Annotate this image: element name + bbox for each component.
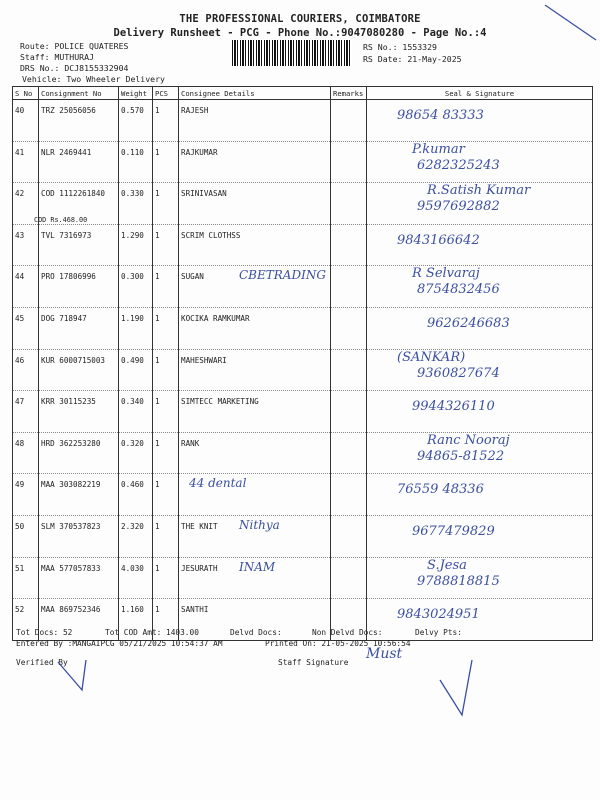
verified-by: Verified By	[16, 658, 68, 667]
cell-sno-text: 43	[15, 230, 25, 240]
handwritten-signature: Ranc Nooraj	[427, 432, 510, 448]
cell-pcs-text: 1	[155, 355, 160, 365]
cell-weight-text: 1.160	[121, 605, 144, 615]
cell-sno-text: 44	[15, 272, 25, 282]
handwritten-signature: 98654 83333	[397, 108, 484, 123]
cell-weight-text: 1.290	[121, 230, 144, 240]
route: Route: POLICE QUATERES	[20, 41, 129, 51]
cell-consignee-text: THE KNIT	[181, 521, 218, 531]
cell-weight-text: 0.340	[121, 397, 144, 407]
cod-amount: COD Rs.468.00	[34, 216, 88, 225]
non-delivered-docs: Non Delvd Docs:	[312, 628, 383, 637]
cell-consignment-text: SLM 370537823	[41, 521, 101, 531]
handwritten-consignee-note: 44 dental	[189, 476, 247, 491]
handwritten-signature: R Selvaraj	[412, 266, 480, 282]
delivered-docs: Delvd Docs:	[230, 628, 282, 637]
handwritten-signature: 76559 48336	[397, 482, 484, 498]
handwritten-signature: 9843024951	[397, 607, 480, 623]
handwritten-phone: 9788818815	[417, 573, 500, 589]
handwritten-signature: 9677479829	[412, 523, 495, 539]
cell-consignment-text: PRO 17806996	[41, 272, 96, 282]
cell-consignment-text: TVL 7316973	[41, 230, 92, 240]
vehicle: Vehicle: Two Wheeler Delivery	[22, 74, 165, 84]
cell-weight-text: 0.460	[121, 480, 144, 490]
cell-weight-text: 2.320	[121, 521, 144, 531]
col-remarks: Remarks	[331, 87, 367, 100]
handwritten-signature: 9843166642	[397, 232, 480, 248]
cell-pcs-text: 1	[155, 147, 160, 157]
col-consignment: Consignment No	[39, 87, 119, 100]
cell-consignment-text: COD 1112261840	[41, 189, 106, 199]
cell-weight-text: 0.330	[121, 189, 144, 199]
cell-consignee-text: MAHESHWARI	[181, 355, 227, 365]
col-weight: Weight	[119, 87, 153, 100]
delivery-points: Delvy Pts:	[415, 628, 462, 637]
handwritten-phone: 9360827674	[417, 365, 500, 381]
handwritten-signature: 9944326110	[412, 399, 495, 415]
cell-pcs-text: 1	[155, 521, 160, 531]
drs-number: DRS No.: DCJ8155332904	[20, 63, 129, 73]
cell-sno-text: 47	[15, 397, 25, 407]
cell-weight-text: 0.300	[121, 272, 144, 282]
handwritten-phone: 9597692882	[417, 199, 500, 215]
cell-weight-text: 0.490	[121, 355, 144, 365]
handwritten-phone: 6282325243	[417, 157, 500, 173]
cell-pcs-text: 1	[155, 189, 160, 199]
cell-consignment-text: HRD 362253280	[41, 438, 101, 448]
handwritten-consignee-note: CBETRADING	[239, 268, 326, 283]
cell-weight-text: 0.110	[121, 147, 144, 157]
cell-weight-text: 0.320	[121, 438, 144, 448]
cell-consignee-text: SUGAN	[181, 272, 204, 282]
runsheet-subtitle: Delivery Runsheet - PCG - Phone No.:9047080280 - Page No.:4	[113, 27, 487, 39]
corner-mark	[545, 5, 596, 40]
printed-on: Printed On: 21-05-2025 10:56:54	[265, 639, 411, 648]
rs-date: RS Date: 21-May-2025	[363, 54, 462, 64]
cell-pcs-text: 1	[155, 605, 160, 615]
verified-tick	[58, 660, 86, 690]
cell-sno-text: 41	[15, 147, 25, 157]
cell-sno-text: 51	[15, 563, 25, 573]
cell-consignment-text: NLR 2469441	[41, 147, 92, 157]
cell-sno-text: 45	[15, 313, 25, 323]
cell-pcs-text: 1	[155, 272, 160, 282]
col-pcs: PCS	[153, 87, 179, 100]
staff-tick	[440, 660, 472, 715]
handwritten-signature: P.kumar	[412, 141, 465, 157]
cell-consignment-text: KUR 6000715003	[41, 355, 106, 365]
cell-consignee-text: RANK	[181, 438, 200, 448]
cell-consignee-text: SIMTECC MARKETING	[181, 397, 259, 407]
cell-sno-text: 46	[15, 355, 25, 365]
cell-consignment-text: TRZ 25056056	[41, 106, 96, 115]
cell-sno-text: 40	[15, 106, 25, 115]
cell-consignment-text: MAA 869752346	[41, 605, 101, 615]
cell-consignee-text: KOCIKA RAMKUMAR	[181, 313, 250, 323]
staff: Staff: MUTHURAJ	[20, 52, 94, 62]
cell-weight-text: 0.570	[121, 106, 144, 115]
cell-consignee-text: RAJESH	[181, 106, 209, 115]
cell-consignment-text: DOG 718947	[41, 313, 87, 323]
handwritten-consignee-note: Nithya	[239, 517, 280, 532]
col-signature: Seal & Signature	[367, 87, 593, 100]
cell-sno-text: 42	[15, 189, 25, 199]
cell-sno-text: 52	[15, 605, 25, 615]
cell-pcs-text: 1	[155, 230, 160, 240]
cell-consignment-text: MAA 577057833	[41, 563, 101, 573]
handwritten-signature: 9626246683	[427, 315, 510, 331]
cell-pcs-text: 1	[155, 480, 160, 490]
cell-consignment-text: MAA 303082219	[41, 480, 101, 490]
cell-consignee-text: RAJKUMAR	[181, 147, 218, 157]
entered-by: Entered By :MANGAIPCG 05/21/2025 10:54:37 AM	[16, 639, 223, 648]
cell-consignee-text: SRINIVASAN	[181, 189, 227, 199]
staff-signature: Must	[366, 646, 403, 662]
cell-sno-text: 48	[15, 438, 25, 448]
handwritten-phone: 94865-81522	[417, 448, 505, 464]
cell-consignee-text: SANTHI	[181, 605, 209, 615]
cell-pcs-text: 1	[155, 397, 160, 407]
cell-consignee-text: JESURATH	[181, 563, 218, 573]
cell-consignment-text: KRR 30115235	[41, 397, 96, 407]
rs-number: RS No.: 1553329	[363, 42, 437, 52]
cell-weight-text: 1.190	[121, 313, 144, 323]
cell-weight-text: 4.030	[121, 563, 144, 573]
cell-pcs-text: 1	[155, 563, 160, 573]
cell-sno-text: 49	[15, 480, 25, 490]
handwritten-signature: S.Jesa	[427, 557, 467, 573]
total-cod: Tot COD Amt: 1403.00	[105, 628, 199, 637]
cell-pcs-text: 1	[155, 438, 160, 448]
total-docs: Tot Docs: 52	[16, 628, 73, 637]
cell-sno-text: 50	[15, 521, 25, 531]
col-consignee: Consignee Details	[179, 87, 331, 100]
handwritten-signature: R.Satish Kumar	[427, 183, 531, 199]
cell-pcs-text: 1	[155, 106, 160, 115]
handwritten-phone: 8754832456	[417, 282, 500, 298]
cell-pcs-text: 1	[155, 313, 160, 323]
col-sno: S No	[13, 87, 39, 100]
handwritten-signature: (SANKAR)	[397, 349, 466, 365]
staff-signature-label: Staff Signature	[278, 658, 349, 667]
cell-consignee-text: SCRIM CLOTHSS	[181, 230, 241, 240]
handwritten-consignee-note: INAM	[239, 559, 276, 574]
company-title: THE PROFESSIONAL COURIERS, COIMBATORE	[179, 13, 421, 25]
